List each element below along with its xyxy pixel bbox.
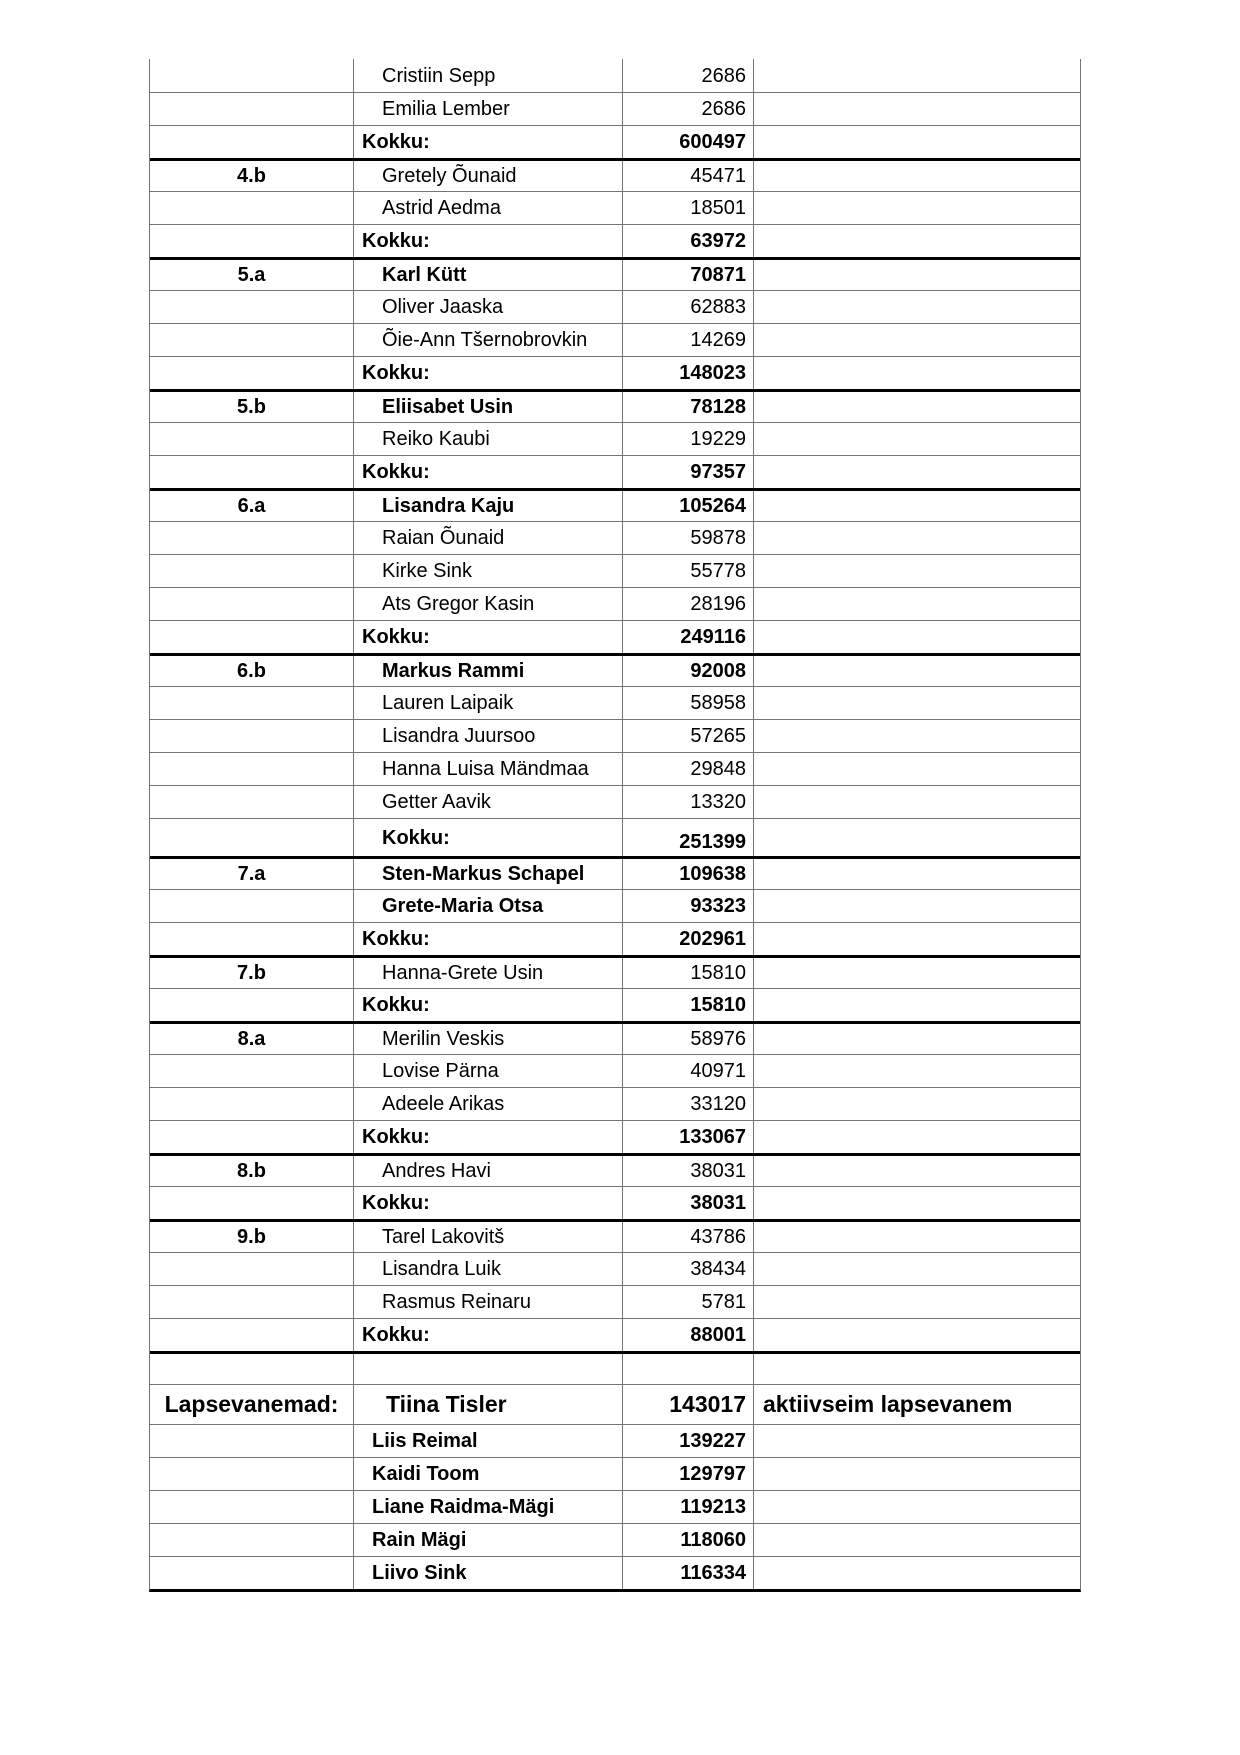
note-cell (753, 819, 1080, 856)
name-cell: Kokku: (353, 126, 622, 158)
note-cell (753, 357, 1080, 389)
note-cell (753, 225, 1080, 257)
class-label-cell (150, 291, 353, 323)
note-cell (753, 890, 1080, 922)
table-row (150, 488, 1080, 521)
result-value-cell: 129797 (622, 1458, 753, 1490)
note-cell (753, 555, 1080, 587)
name-cell: Kokku: (353, 923, 622, 955)
class-label-cell (150, 819, 353, 856)
table-row (150, 1021, 1080, 1054)
name-cell: Kokku: (353, 1319, 622, 1351)
name-cell: Markus Rammi (353, 656, 622, 686)
results-table (149, 59, 1081, 1592)
note-cell (753, 192, 1080, 224)
result-value-cell: 62883 (622, 291, 753, 323)
name-cell: Tiina Tisler (353, 1385, 622, 1424)
table-row (150, 422, 1080, 455)
note-cell (753, 1286, 1080, 1318)
class-label-cell: 8.a (237, 1028, 266, 1050)
class-label-cell (150, 1354, 353, 1384)
note-cell (753, 1524, 1080, 1556)
table-row (150, 752, 1080, 785)
result-value-cell: 92008 (622, 656, 753, 686)
class-label-cell (150, 423, 353, 455)
name-cell: Kokku: (353, 456, 622, 488)
result-value-cell: 15810 (622, 958, 753, 988)
table-row (150, 856, 1080, 889)
note-cell (753, 456, 1080, 488)
name-cell: Kokku: (353, 357, 622, 389)
name-cell: Sten-Markus Schapel (353, 859, 622, 889)
table-row (150, 818, 1080, 856)
note-cell (753, 260, 1080, 290)
class-label-cell: 7.b (237, 962, 266, 984)
table-row (150, 158, 1080, 191)
table-row (150, 257, 1080, 290)
result-value-cell: 119213 (622, 1491, 753, 1523)
note-cell (753, 958, 1080, 988)
note-cell (753, 1088, 1080, 1120)
class-label-cell (150, 1524, 353, 1556)
result-value-cell: 40971 (622, 1055, 753, 1087)
table-row (150, 922, 1080, 955)
table-row (150, 1219, 1080, 1252)
result-value-cell: 116334 (622, 1557, 753, 1589)
note-cell (753, 93, 1080, 125)
class-label-cell: 9.b (237, 1226, 266, 1248)
table-row (150, 59, 1080, 92)
class-label-cell: 6.b (237, 660, 266, 682)
result-value-cell: 29848 (622, 753, 753, 785)
name-cell: Kokku: (353, 621, 622, 653)
class-label-cell (150, 1121, 353, 1153)
note-cell (753, 753, 1080, 785)
result-value-cell: 109638 (622, 859, 753, 889)
class-label-cell (150, 225, 353, 257)
result-value-cell (622, 1354, 753, 1384)
name-cell: Hanna-Grete Usin (353, 958, 622, 988)
result-value-cell: 38031 (622, 1156, 753, 1186)
result-value-cell: 93323 (622, 890, 753, 922)
class-label-cell (150, 324, 353, 356)
name-cell: Kokku: (353, 225, 622, 257)
result-value-cell: 139227 (622, 1425, 753, 1457)
table-row (150, 191, 1080, 224)
table-row (150, 988, 1080, 1021)
result-value-cell: 148023 (622, 357, 753, 389)
name-cell: Kokku: (353, 1121, 622, 1153)
note-cell (753, 786, 1080, 818)
table-row (150, 889, 1080, 922)
table-row (150, 587, 1080, 620)
note-cell (753, 1156, 1080, 1186)
class-label-cell (150, 1319, 353, 1351)
name-cell: Andres Havi (353, 1156, 622, 1186)
class-label-cell (150, 890, 353, 922)
table-row (150, 521, 1080, 554)
table-row (150, 1318, 1080, 1351)
name-cell: Rain Mägi (353, 1524, 622, 1556)
name-cell: Kirke Sink (353, 555, 622, 587)
table-row (150, 1556, 1080, 1589)
table-row (150, 1523, 1080, 1556)
table-row (150, 356, 1080, 389)
note-cell (753, 291, 1080, 323)
name-cell: Kokku: (353, 819, 622, 856)
name-cell: Raian Õunaid (353, 522, 622, 554)
note-cell (753, 1425, 1080, 1457)
table-row (150, 686, 1080, 719)
class-label-cell (150, 621, 353, 653)
table-row (150, 323, 1080, 356)
table-row (150, 1252, 1080, 1285)
class-label-cell (150, 1055, 353, 1087)
note-cell (753, 1253, 1080, 1285)
table-row (150, 389, 1080, 422)
class-label-cell: 6.a (237, 495, 266, 517)
result-value-cell: 133067 (622, 1121, 753, 1153)
table-row (150, 1186, 1080, 1219)
class-label-cell (150, 1557, 353, 1589)
class-label-cell (150, 1286, 353, 1318)
name-cell: Astrid Aedma (353, 192, 622, 224)
class-label-cell (150, 1088, 353, 1120)
note-cell (753, 1222, 1080, 1252)
result-value-cell: 33120 (622, 1088, 753, 1120)
result-value-cell: 28196 (622, 588, 753, 620)
table-row (150, 719, 1080, 752)
note-cell (753, 687, 1080, 719)
note-cell (753, 522, 1080, 554)
class-label-cell (150, 126, 353, 158)
name-cell: Oliver Jaaska (353, 291, 622, 323)
result-value-cell: 45471 (622, 161, 753, 191)
name-cell: Karl Kütt (353, 260, 622, 290)
class-label-cell (150, 1491, 353, 1523)
table-row (150, 620, 1080, 653)
note-cell (753, 59, 1080, 92)
note-cell (753, 1055, 1080, 1087)
table-row (150, 1054, 1080, 1087)
table-row (150, 1087, 1080, 1120)
name-cell: Reiko Kaubi (353, 423, 622, 455)
result-value-cell: 143017 (622, 1385, 753, 1424)
name-cell: Emilia Lember (353, 93, 622, 125)
result-value-cell: 202961 (622, 923, 753, 955)
name-cell: Rasmus Reinaru (353, 1286, 622, 1318)
name-cell: Liane Raidma-Mägi (353, 1491, 622, 1523)
table-row (150, 1120, 1080, 1153)
name-cell: Tarel Lakovitš (353, 1222, 622, 1252)
result-value-cell: 57265 (622, 720, 753, 752)
name-cell: Getter Aavik (353, 786, 622, 818)
result-value-cell: 38031 (622, 1187, 753, 1219)
note-cell (753, 1121, 1080, 1153)
name-cell: Liis Reimal (353, 1425, 622, 1457)
note-cell (753, 491, 1080, 521)
name-cell: Merilin Veskis (353, 1024, 622, 1054)
class-label-cell (150, 522, 353, 554)
table-row (150, 1351, 1080, 1384)
note-cell: aktiivseim lapsevanem (753, 1385, 1080, 1424)
class-label-cell: 5.b (237, 396, 266, 418)
result-value-cell: 55778 (622, 555, 753, 587)
note-cell (753, 392, 1080, 422)
table-row (150, 1384, 1080, 1424)
result-value-cell: 118060 (622, 1524, 753, 1556)
result-value-cell: 43786 (622, 1222, 753, 1252)
note-cell (753, 1354, 1080, 1384)
name-cell: Hanna Luisa Mändmaa (353, 753, 622, 785)
note-cell (753, 324, 1080, 356)
class-label-cell (150, 192, 353, 224)
class-label-cell (150, 456, 353, 488)
class-label-cell (150, 989, 353, 1021)
name-cell: Liivo Sink (353, 1557, 622, 1589)
table-row (150, 125, 1080, 158)
class-label-cell (150, 1253, 353, 1285)
name-cell: Lovise Pärna (353, 1055, 622, 1087)
class-label-cell (150, 1187, 353, 1219)
class-label-cell (150, 1458, 353, 1490)
class-label-cell (150, 555, 353, 587)
name-cell: Grete-Maria Otsa (353, 890, 622, 922)
class-label-cell: 8.b (237, 1160, 266, 1182)
result-value-cell: 88001 (622, 1319, 753, 1351)
class-label-cell (150, 59, 353, 92)
class-label-cell (150, 588, 353, 620)
result-value-cell: 58976 (622, 1024, 753, 1054)
note-cell (753, 1319, 1080, 1351)
result-value-cell: 2686 (622, 59, 753, 92)
name-cell: Kaidi Toom (353, 1458, 622, 1490)
result-value-cell: 19229 (622, 423, 753, 455)
note-cell (753, 126, 1080, 158)
note-cell (753, 588, 1080, 620)
class-label-cell (150, 93, 353, 125)
note-cell (753, 1187, 1080, 1219)
name-cell: Lisandra Juursoo (353, 720, 622, 752)
name-cell: Lisandra Luik (353, 1253, 622, 1285)
name-cell: Lauren Laipaik (353, 687, 622, 719)
class-label-cell: 5.a (237, 264, 266, 286)
class-label-cell (150, 923, 353, 955)
class-label-cell: Lapsevanemad: (164, 1391, 339, 1417)
note-cell (753, 621, 1080, 653)
result-value-cell: 600497 (622, 126, 753, 158)
table-row (150, 224, 1080, 257)
name-cell: Ats Gregor Kasin (353, 588, 622, 620)
name-cell: Kokku: (353, 989, 622, 1021)
table-row (150, 554, 1080, 587)
note-cell (753, 989, 1080, 1021)
note-cell (753, 1024, 1080, 1054)
note-cell (753, 656, 1080, 686)
table-row (150, 955, 1080, 988)
note-cell (753, 1557, 1080, 1589)
note-cell (753, 423, 1080, 455)
class-label-cell (150, 786, 353, 818)
name-cell: Gretely Õunaid (353, 161, 622, 191)
result-value-cell: 2686 (622, 93, 753, 125)
table-row (150, 1285, 1080, 1318)
class-label-cell (150, 687, 353, 719)
result-value-cell: 13320 (622, 786, 753, 818)
table-row (150, 290, 1080, 323)
table-row (150, 785, 1080, 818)
note-cell (753, 1491, 1080, 1523)
name-cell: Eliisabet Usin (353, 392, 622, 422)
result-value-cell: 249116 (622, 621, 753, 653)
result-value-cell: 97357 (622, 456, 753, 488)
result-value-cell: 14269 (622, 324, 753, 356)
class-label-cell (150, 357, 353, 389)
class-label-cell: 4.b (237, 165, 266, 187)
table-row (150, 653, 1080, 686)
result-value-cell: 15810 (622, 989, 753, 1021)
note-cell (753, 859, 1080, 889)
name-cell: Kokku: (353, 1187, 622, 1219)
result-value-cell: 105264 (622, 491, 753, 521)
result-value-cell: 18501 (622, 192, 753, 224)
table-row (150, 1490, 1080, 1523)
table-row (150, 1457, 1080, 1490)
table-row (150, 455, 1080, 488)
class-label-cell (150, 753, 353, 785)
note-cell (753, 161, 1080, 191)
class-label-cell: 7.a (237, 863, 266, 885)
result-value-cell: 58958 (622, 687, 753, 719)
note-cell (753, 1458, 1080, 1490)
result-value-cell: 70871 (622, 260, 753, 290)
result-value-cell: 78128 (622, 392, 753, 422)
result-value-cell: 251399 (622, 819, 753, 856)
result-value-cell: 38434 (622, 1253, 753, 1285)
table-row (150, 1153, 1080, 1186)
class-label-cell (150, 720, 353, 752)
name-cell: Adeele Arikas (353, 1088, 622, 1120)
table-row (150, 92, 1080, 125)
name-cell (353, 1354, 622, 1384)
name-cell: Lisandra Kaju (353, 491, 622, 521)
table-row (150, 1424, 1080, 1457)
result-value-cell: 5781 (622, 1286, 753, 1318)
name-cell: Cristiin Sepp (353, 59, 622, 92)
note-cell (753, 923, 1080, 955)
result-value-cell: 63972 (622, 225, 753, 257)
name-cell: Õie-Ann Tšernobrovkin (353, 324, 622, 356)
class-label-cell (150, 1425, 353, 1457)
note-cell (753, 720, 1080, 752)
result-value-cell: 59878 (622, 522, 753, 554)
